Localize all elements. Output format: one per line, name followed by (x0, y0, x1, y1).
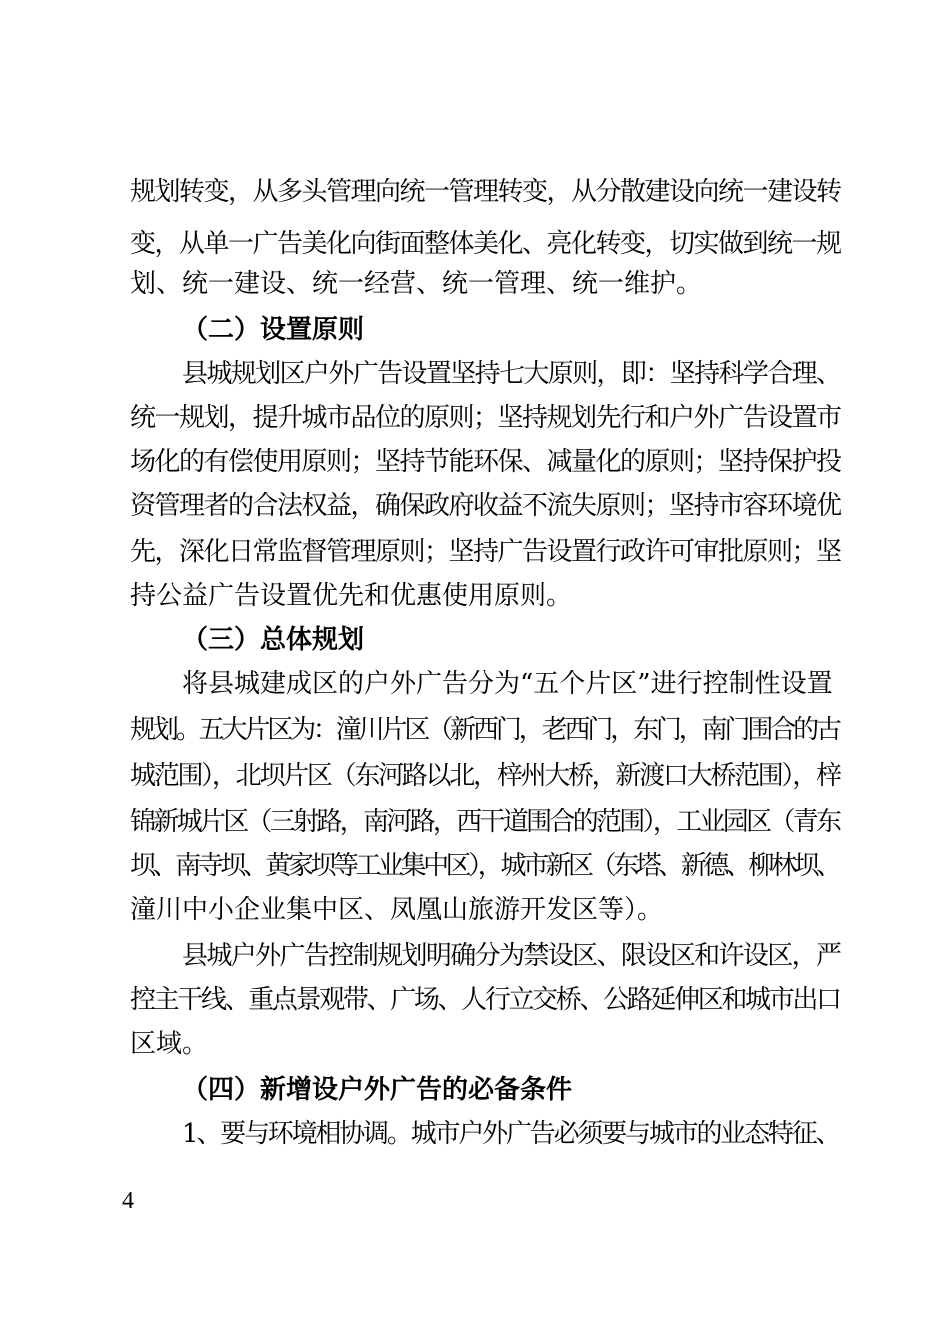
body-line: 变，从单一广告美化向街面整体美化、亮化转变，切实做到统一规 (130, 229, 841, 259)
body-line: 1、要与环境相协调。城市户外广告必须要与城市的业态特征、 (182, 1119, 840, 1149)
body-line: 持公益广告设置优先和优惠使用原则。 (130, 581, 573, 611)
body-line: 规划。五大片区为：潼川片区（新西门，老西门，东门，南门围合的古 (130, 715, 839, 745)
section-heading-3: （三）总体规划 (182, 625, 365, 655)
body-line: 锦新城片区（三射路，南河路，西干道围合的范围），工业园区（青东 (130, 807, 840, 837)
body-line: 潼川中小企业集中区、凤凰山旅游开发区等）。 (130, 895, 664, 925)
body-line: 先，深化日常监督管理原则；坚持广告设置行政许可审批原则；坚 (130, 537, 841, 567)
body-line: 将县城建成区的户外广告分为“五个片区”进行控制性设置 (182, 669, 833, 699)
body-line: 县城户外广告控制规划明确分为禁设区、限设区和许设区，严 (182, 941, 841, 971)
body-line: 区域。 (130, 1029, 209, 1059)
body-line: 资管理者的合法权益，确保政府收益不流失原则；坚持市容环境优 (130, 491, 841, 521)
body-line: 控主干线、重点景观带、广场、人行立交桥、公路延伸区和城市出口 (130, 985, 840, 1015)
body-line: 县城规划区户外广告设置坚持七大原则，即：坚持科学合理、 (182, 359, 841, 389)
body-line: 规划转变，从多头管理向统一管理转变，从分散建设向统一建设转 (130, 177, 841, 207)
body-line: 城范围），北坝片区（东河路以北，梓州大桥，新渡口大桥范围），梓 (130, 761, 840, 791)
body-line: 统一规划，提升城市品位的原则；坚持规划先行和户外广告设置市 (130, 403, 841, 433)
body-line: 划、统一建设、统一经营、统一管理、统一维护。 (130, 269, 703, 299)
body-line: 场化的有偿使用原则；坚持节能环保、减量化的原则；坚持保护投 (130, 447, 841, 477)
section-heading-2: （二）设置原则 (182, 315, 365, 345)
section-heading-4: （四）新增设户外广告的必备条件 (182, 1075, 573, 1105)
body-line: 坝、南寺坝、黄家坝等工业集中区），城市新区（东塔、新德、柳林坝、 (130, 851, 839, 881)
page-number: 4 (122, 1188, 134, 1214)
